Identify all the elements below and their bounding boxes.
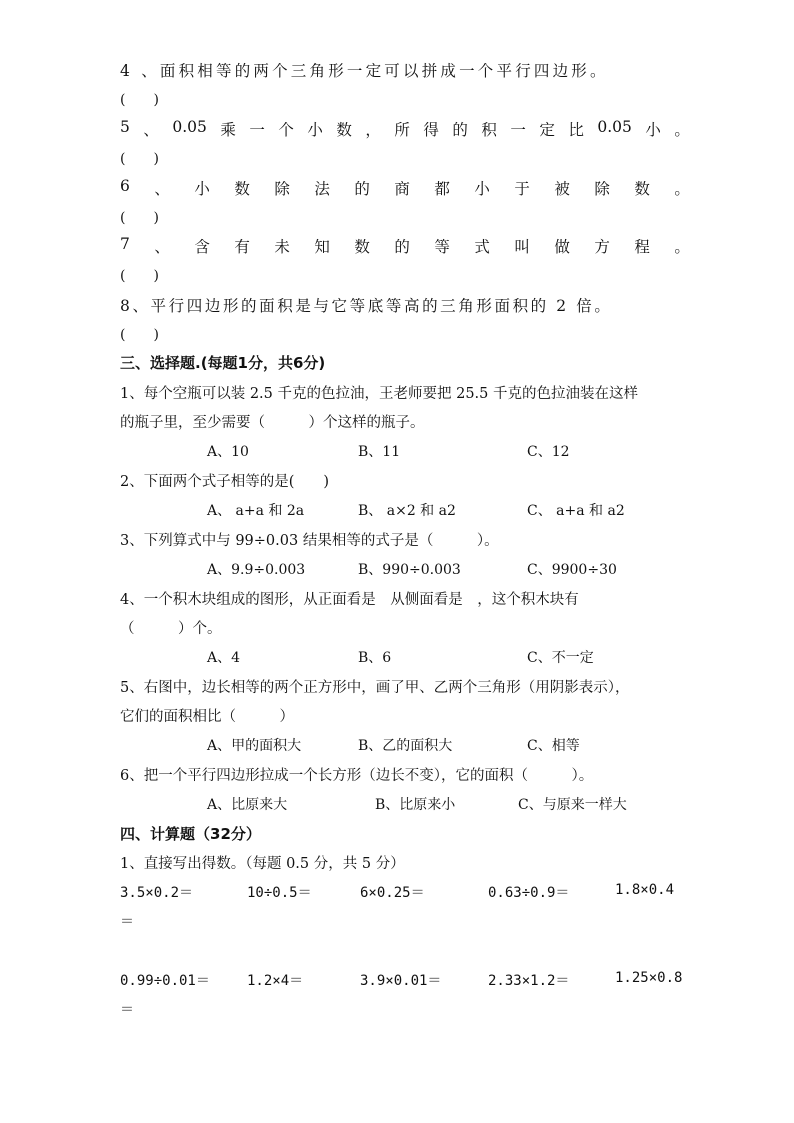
calc-item: 3.9×0.01＝ bbox=[360, 973, 442, 989]
calc-item: 1.25×0.8 bbox=[615, 970, 683, 986]
choice-q3: 3、下列算式中与 99÷0.03 结果相等的式子是（ ）。 bbox=[120, 533, 499, 549]
calc-item: 0.99÷0.01＝ bbox=[120, 973, 210, 989]
calc-item: 3.5×0.2＝ bbox=[120, 885, 194, 901]
choice-q3-option-a: A、9.9÷0.003 bbox=[207, 562, 306, 578]
choice-q3-option-c: C、9900÷30 bbox=[527, 562, 617, 578]
section-4-heading: 四、计算题（32分） bbox=[120, 825, 261, 843]
choice-q1-line2: 的瓶子里，至少需要（ ）个这样的瓶子。 bbox=[120, 415, 425, 431]
calc-item-wrap: ＝ bbox=[120, 914, 134, 930]
judge-item-7: 7 、 含 有 未 知 数 的 等 式 叫 做 方 程 。 bbox=[120, 235, 690, 256]
choice-q2-option-c: C、 a+a 和 a2 bbox=[527, 503, 625, 519]
choice-q3-option-b: B、990÷0.003 bbox=[358, 562, 461, 578]
choice-q5-option-a: A、甲的面积大 bbox=[207, 738, 302, 754]
calc-item: 0.63÷0.9＝ bbox=[488, 885, 570, 901]
choice-q5-line2: 它们的面积相比（ ） bbox=[120, 709, 294, 725]
choice-q5-option-c: C、相等 bbox=[527, 738, 580, 754]
choice-q4-option-b: B、6 bbox=[358, 650, 392, 666]
choice-q5-line1: 5、右图中，边长相等的两个正方形中，画了甲、乙两个三角形（用阴影表示）， bbox=[120, 680, 630, 696]
judge-item-4: 4 、面积相等的两个三角形一定可以拼成一个平行四边形。 bbox=[120, 62, 609, 80]
calc-item: 10÷0.5＝ bbox=[247, 885, 312, 901]
choice-q1-option-c: C、12 bbox=[527, 444, 570, 460]
choice-q2-option-b: B、 a×2 和 a2 bbox=[358, 503, 456, 519]
choice-q6-option-a: A、比原来大 bbox=[207, 797, 288, 813]
judge-item-8-answer: ( ) bbox=[120, 327, 159, 343]
choice-q1-line1: 1、每个空瓶可以装 2.5 千克的色拉油，王老师要把 25.5 千克的色拉油装在这样 bbox=[120, 386, 639, 402]
calc-subheading: 1、直接写出得数。（每题 0.5 分，共 5 分） bbox=[120, 856, 405, 872]
choice-q6: 6、把一个平行四边形拉成一个长方形（边长不变），它的面积（ ）。 bbox=[120, 768, 594, 784]
judge-item-6-answer: ( ) bbox=[120, 210, 159, 226]
choice-q5-option-b: B、乙的面积大 bbox=[358, 738, 453, 754]
judge-item-5-answer: ( ) bbox=[120, 151, 159, 167]
choice-q2-option-a: A、 a+a 和 2a bbox=[207, 503, 305, 519]
calc-item: 2.33×1.2＝ bbox=[488, 973, 570, 989]
judge-item-4-answer: ( ) bbox=[120, 92, 159, 108]
choice-q1-option-b: B、11 bbox=[358, 444, 401, 460]
judge-item-6: 6 、 小 数 除 法 的 商 都 小 于 被 除 数 。 bbox=[120, 177, 690, 198]
calc-item-wrap: ＝ bbox=[120, 1002, 134, 1018]
choice-q4-line1: 4、一个积木块组成的图形，从正面看是 从侧面看是 ，这个积木块有 bbox=[120, 592, 579, 608]
judge-item-7-answer: ( ) bbox=[120, 268, 159, 284]
choice-q1-option-a: A、10 bbox=[207, 444, 249, 460]
judge-item-8: 8、平行四边形的面积是与它等底等高的三角形面积的 2 倍。 bbox=[120, 297, 613, 315]
judge-item-5: 5 、 0.05 乘 一 个 小 数 ， 所 得 的 积 一 定 比 0.05 小 。 bbox=[120, 118, 690, 139]
calc-item: 6×0.25＝ bbox=[360, 885, 425, 901]
choice-q4-option-a: A、4 bbox=[207, 650, 241, 666]
calc-item: 1.8×0.4 bbox=[615, 882, 675, 898]
choice-q6-option-c: C、与原来一样大 bbox=[518, 797, 627, 813]
choice-q4-option-c: C、不一定 bbox=[527, 650, 594, 666]
choice-q4-line2: （ ）个。 bbox=[120, 621, 222, 637]
section-3-heading: 三、选择题.(每题1分，共6分) bbox=[120, 354, 326, 372]
choice-q2: 2、下面两个式子相等的是( ) bbox=[120, 474, 330, 490]
calc-item: 1.2×4＝ bbox=[247, 973, 304, 989]
choice-q6-option-b: B、比原来小 bbox=[375, 797, 456, 813]
